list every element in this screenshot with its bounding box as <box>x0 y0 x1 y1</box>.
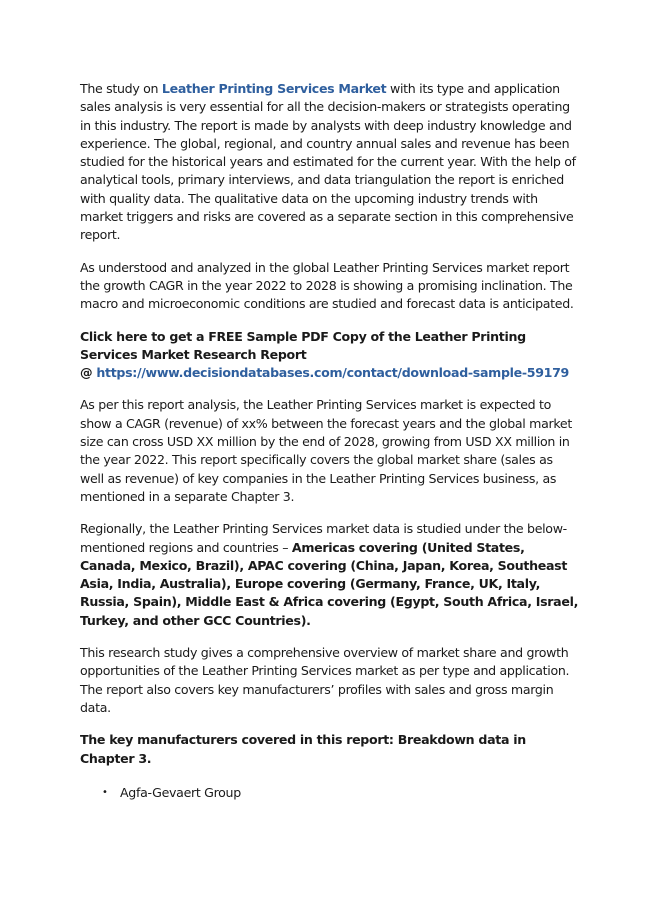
regional-intro: Regionally, the Leather Printing Services market data is studied under the below-mentioned regions and countries – <box>80 521 567 555</box>
sample-request-line1: Click here to get a FREE Sample PDF Copy of the Leather Printing <box>80 328 526 344</box>
intro-paragraph <box>80 80 580 245</box>
sample-request-paragraph <box>80 328 580 383</box>
sample-at-symbol: @ <box>80 365 97 381</box>
intro-body: with its type and application sales analysis is very essential for all the decision-makers or strategists operating in this industry. The report is made by analysts with deep industry knowledge and experience. The global, regional, and country annual sales and revenue has been studied for the historical years and estimated for the current year. With the help of analytical tools, primary interviews, and data triangulation the report is enriched with quality data. The qualitative data on the upcoming industry trends with market triggers and risks are covered as a separate section in this comprehensive report. <box>80 81 576 243</box>
intro-prefix: The study on <box>80 81 162 96</box>
document-page <box>80 80 580 802</box>
regional-coverage: Americas covering (United States, Canada, Mexico, Brazil), APAC covering (China, Japan, Korea, Southeast Asia, India, Australia), Europe covering (Germany, France, UK, Italy, Russia, Spain), Middle East & Africa covering (Egypt, South Africa, Israel, Turkey, and other GCC Countries). <box>80 539 579 628</box>
growth-paragraph: As understood and analyzed in the global Leather Printing Services market report the growth CAGR in the year 2022 to 2028 is showing a promising inclination. The macro and microeconomic conditions are studied and forecast data is anticipated. <box>80 259 574 312</box>
bullet-icon: • <box>102 786 108 798</box>
manufacturer-name: Agfa-Gevaert Group <box>120 784 241 800</box>
sample-request-line2: Services Market Research Report <box>80 346 307 362</box>
overview-paragraph: This research study gives a comprehensive overview of market share and growth opportunities of the Leather Printing Services market as per type and application. The report also covers key manufacturers’ profiles with sales and gross margin data. <box>80 645 570 715</box>
regional-paragraph <box>80 520 580 630</box>
key-manufacturers-heading: The key manufacturers covered in this report: Breakdown data in Chapter 3. <box>80 732 526 766</box>
sample-download-link[interactable]: https://www.decisiondatabases.com/contact/download-sample-59179 <box>96 365 569 381</box>
manufacturer-list <box>80 784 580 802</box>
list-item <box>102 784 580 802</box>
forecast-paragraph: As per this report analysis, the Leather Printing Services market is expected to show a CAGR (revenue) of xx% between the forecast years and the global market size can cross USD XX million by the end of 2028, growing from USD XX million in the year 2022. This report specifically covers the global market share (sales as well as revenue) of key companies in the Leather Printing Services business, as mentioned in a separate Chapter 3. <box>80 397 572 504</box>
market-link[interactable]: Leather Printing Services Market <box>161 81 387 96</box>
